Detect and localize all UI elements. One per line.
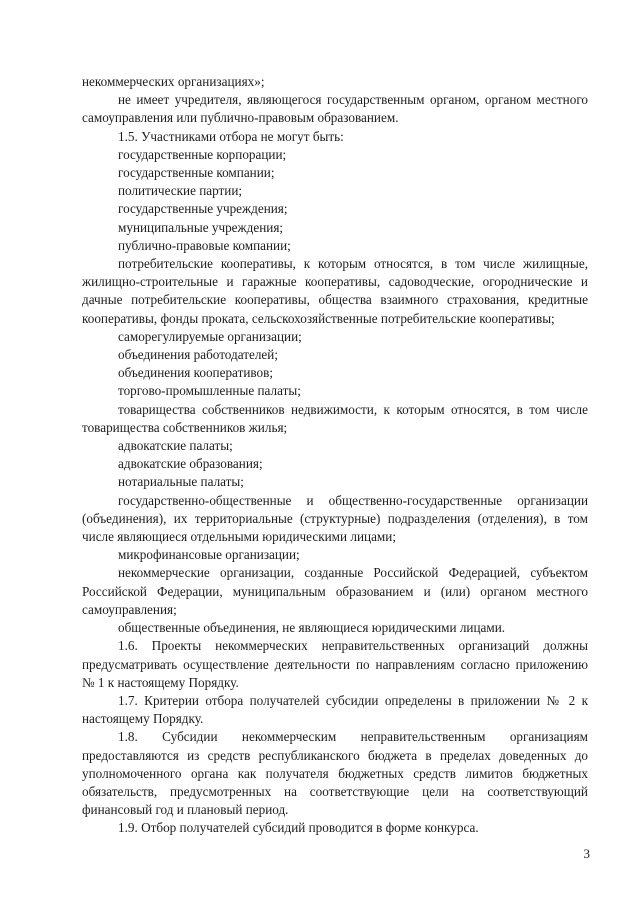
list-item: государственно-общественные и общественно-государственные организации (объединения), их территориальные (структурные) подразделения (отделения), в том числе являющиеся отдельными юридическими лицами; xyxy=(82,492,588,545)
list-item: потребительские кооперативы, к которым относятся, в том числе жилищные, жилищно-строительные и гаражные кооперативы, садоводческие, огороднические и дачные потребительские кооперативы, общества взаимного страхования, кредитные кооперативы, фонды проката, сельскохозяйственные потребительские кооперативы; xyxy=(82,256,588,326)
list-item: политические партии; xyxy=(118,183,243,199)
list-item: государственные корпорации; xyxy=(118,146,287,162)
paragraph-1-9: 1.9. Отбор получателей субсидий проводится в форме конкурса. xyxy=(118,820,479,836)
list-item: микрофинансовые организации; xyxy=(118,547,300,563)
paragraph-founder-condition: не имеет учредителя, являющегося государственным органом, органом местного самоуправления или публично-правовым образованием. xyxy=(82,92,588,126)
list-item: адвокатские палаты; xyxy=(118,438,233,454)
list-item: государственные учреждения; xyxy=(118,201,288,217)
document-body xyxy=(82,73,588,838)
list-item: нотариальные палаты; xyxy=(118,474,244,490)
paragraph-1-8: 1.8. Субсидии некоммерческим неправительственным организациям предоставляются из средств республиканского бюджета в пределах доведенных до уполномоченного органа как получателя бюджетных средств лимитов бюджетных обязательств, предусмотренных на соответствующие цели на соответствующий финансовый год и плановый период. xyxy=(82,729,588,818)
paragraph-1-6: 1.6. Проекты некоммерческих неправительственных организаций должны предусматривать осуществление деятельности по направлениям согласно приложению № 1 к настоящему Порядку. xyxy=(82,638,588,690)
list-item: некоммерческие организации, созданные Российской Федерацией, субъектом Российской Федерации, муниципальным образованием и (или) органом местного самоуправления; xyxy=(82,565,588,617)
paragraph-1-7: 1.7. Критерии отбора получателей субсидии определены в приложении № 2 к настоящему Порядку. xyxy=(82,692,588,727)
list-item: общественные объединения, не являющиеся юридическими лицами. xyxy=(118,620,506,636)
list-item: объединения работодателей; xyxy=(118,347,278,363)
paragraph-continuation: некоммерческих организациях»; xyxy=(82,74,265,89)
list-item: адвокатские образования; xyxy=(118,456,263,472)
list-item: торгово-промышленные палаты; xyxy=(118,383,301,399)
list-item: муниципальные учреждения; xyxy=(118,219,284,235)
paragraph-1-5-heading: 1.5. Участниками отбора не могут быть: xyxy=(118,128,344,144)
list-item: государственные компании; xyxy=(118,165,275,181)
list-item: объединения кооперативов; xyxy=(118,365,274,381)
list-item: саморегулируемые организации; xyxy=(118,328,302,344)
list-item: товарищества собственников недвижимости, к которым относятся, в том числе товарищества собственников жилья; xyxy=(82,401,588,435)
page-number: 3 xyxy=(583,846,590,861)
list-item: публично-правовые компании; xyxy=(118,237,291,253)
